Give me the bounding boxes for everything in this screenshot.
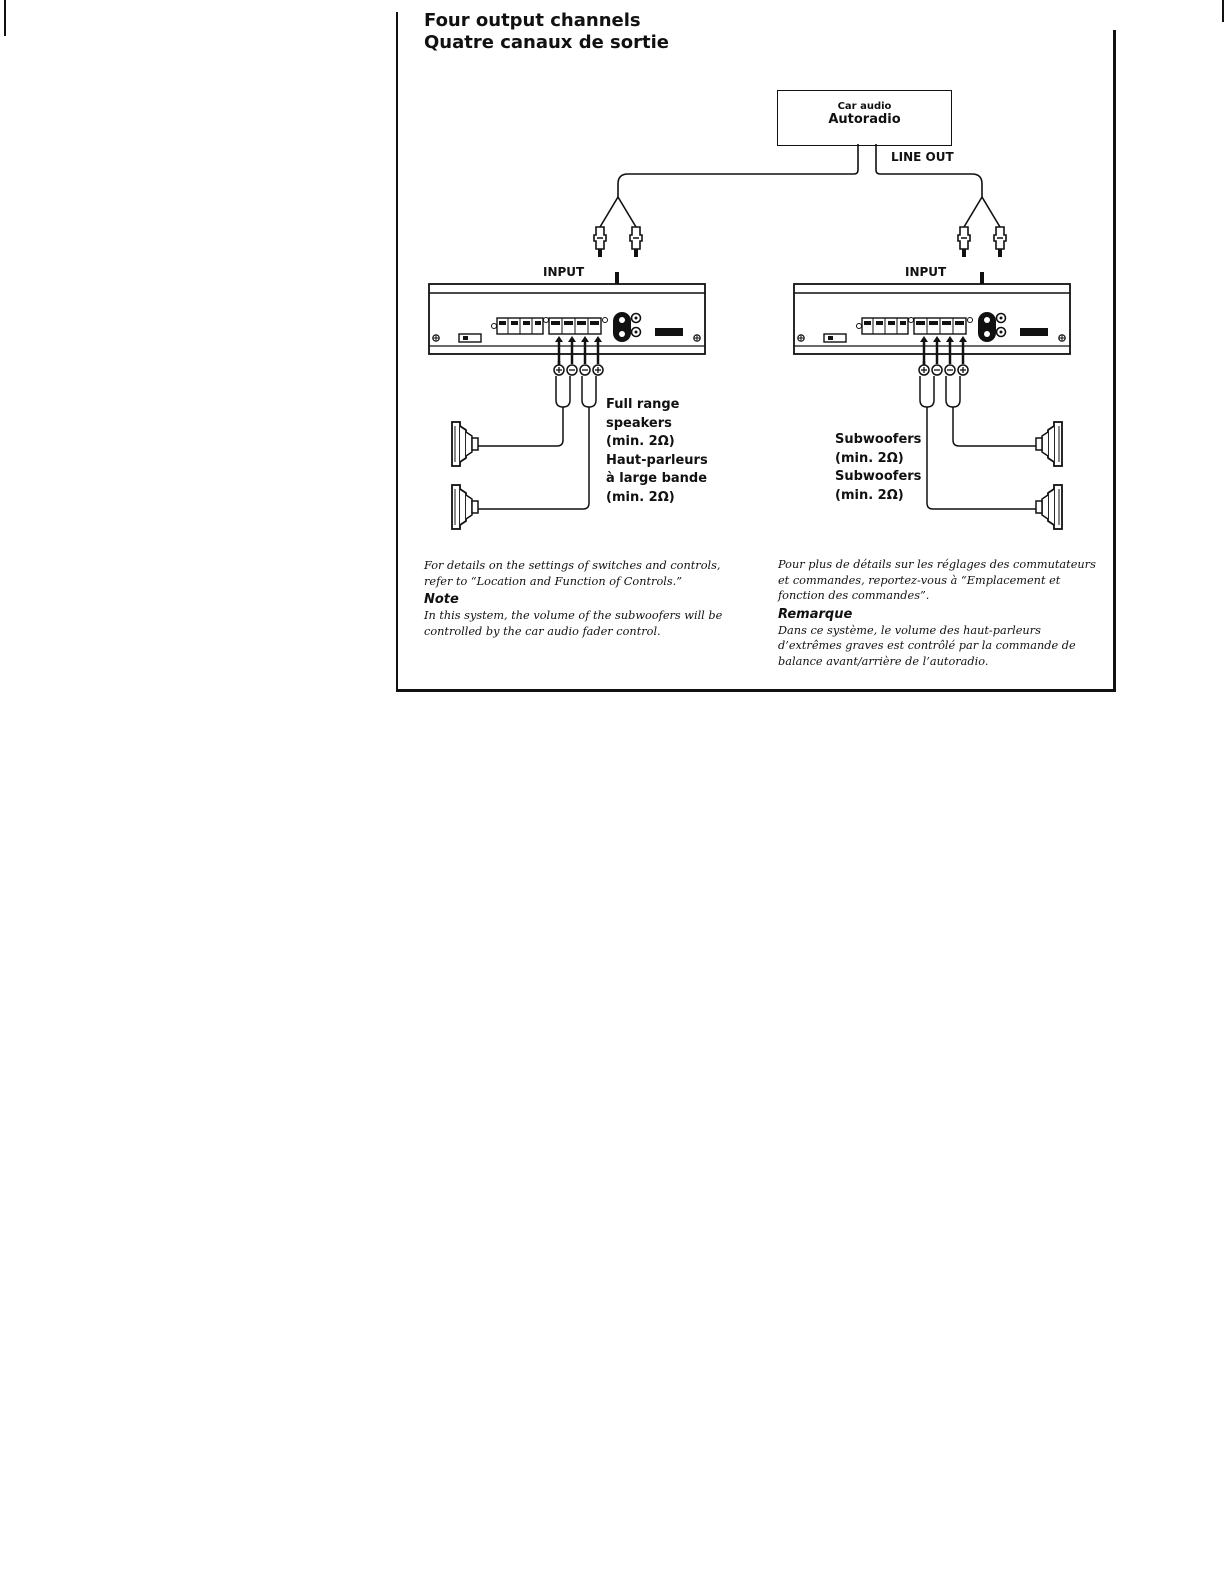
input-label-left: INPUT	[543, 265, 585, 279]
rca-plug-icon	[958, 227, 970, 257]
note-text-en: In this system, the volume of the subwoofers will be controlled by the car audio fader control.	[424, 609, 723, 638]
section-title-fr: Quatre canaux de sortie	[424, 32, 669, 53]
car-audio-label-fr: Autoradio	[828, 112, 901, 127]
cable-right	[876, 144, 982, 197]
rca-plug-icon	[630, 227, 642, 257]
speaker-icon	[1036, 422, 1062, 466]
amplifier-left	[429, 284, 705, 375]
cable-left	[618, 144, 858, 197]
details-text-fr: Pour plus de détails sur les réglages des commutateurs et commandes, reportez-vous à “Emplacement et fonction des commandes”.	[778, 558, 1096, 602]
rca-plug-icon	[594, 227, 606, 257]
input-label-right: INPUT	[905, 265, 947, 279]
speaker-icon	[452, 422, 478, 466]
note-title-fr: Remarque	[778, 606, 853, 622]
rca-plug-icon	[994, 227, 1006, 257]
left-speakers-label: Full range speakers (min. 2Ω) Haut-parleurs à large bande (min. 2Ω)	[606, 397, 708, 505]
line-out-label: LINE OUT	[891, 150, 954, 164]
note-text-fr: Dans ce système, le volume des haut-parleurs d’extrêmes graves est contrôlé par la commande de balance avant/arrière de l’autoradio.	[778, 623, 1076, 668]
car-audio-label-en: Car audio	[837, 101, 892, 112]
notes-en	[424, 558, 744, 639]
speaker-icon	[452, 485, 478, 529]
amplifier-right	[794, 284, 1070, 375]
section-title-en: Four output channels	[424, 10, 641, 31]
speaker-icon	[1036, 485, 1062, 529]
right-speakers-label: Subwoofers (min. 2Ω) Subwoofers (min. 2Ω)	[835, 432, 922, 503]
details-text-en: For details on the settings of switches and controls, refer to “Location and Function of Controls.”	[424, 559, 721, 588]
note-title-en: Note	[424, 592, 459, 607]
notes-fr	[778, 557, 1108, 669]
